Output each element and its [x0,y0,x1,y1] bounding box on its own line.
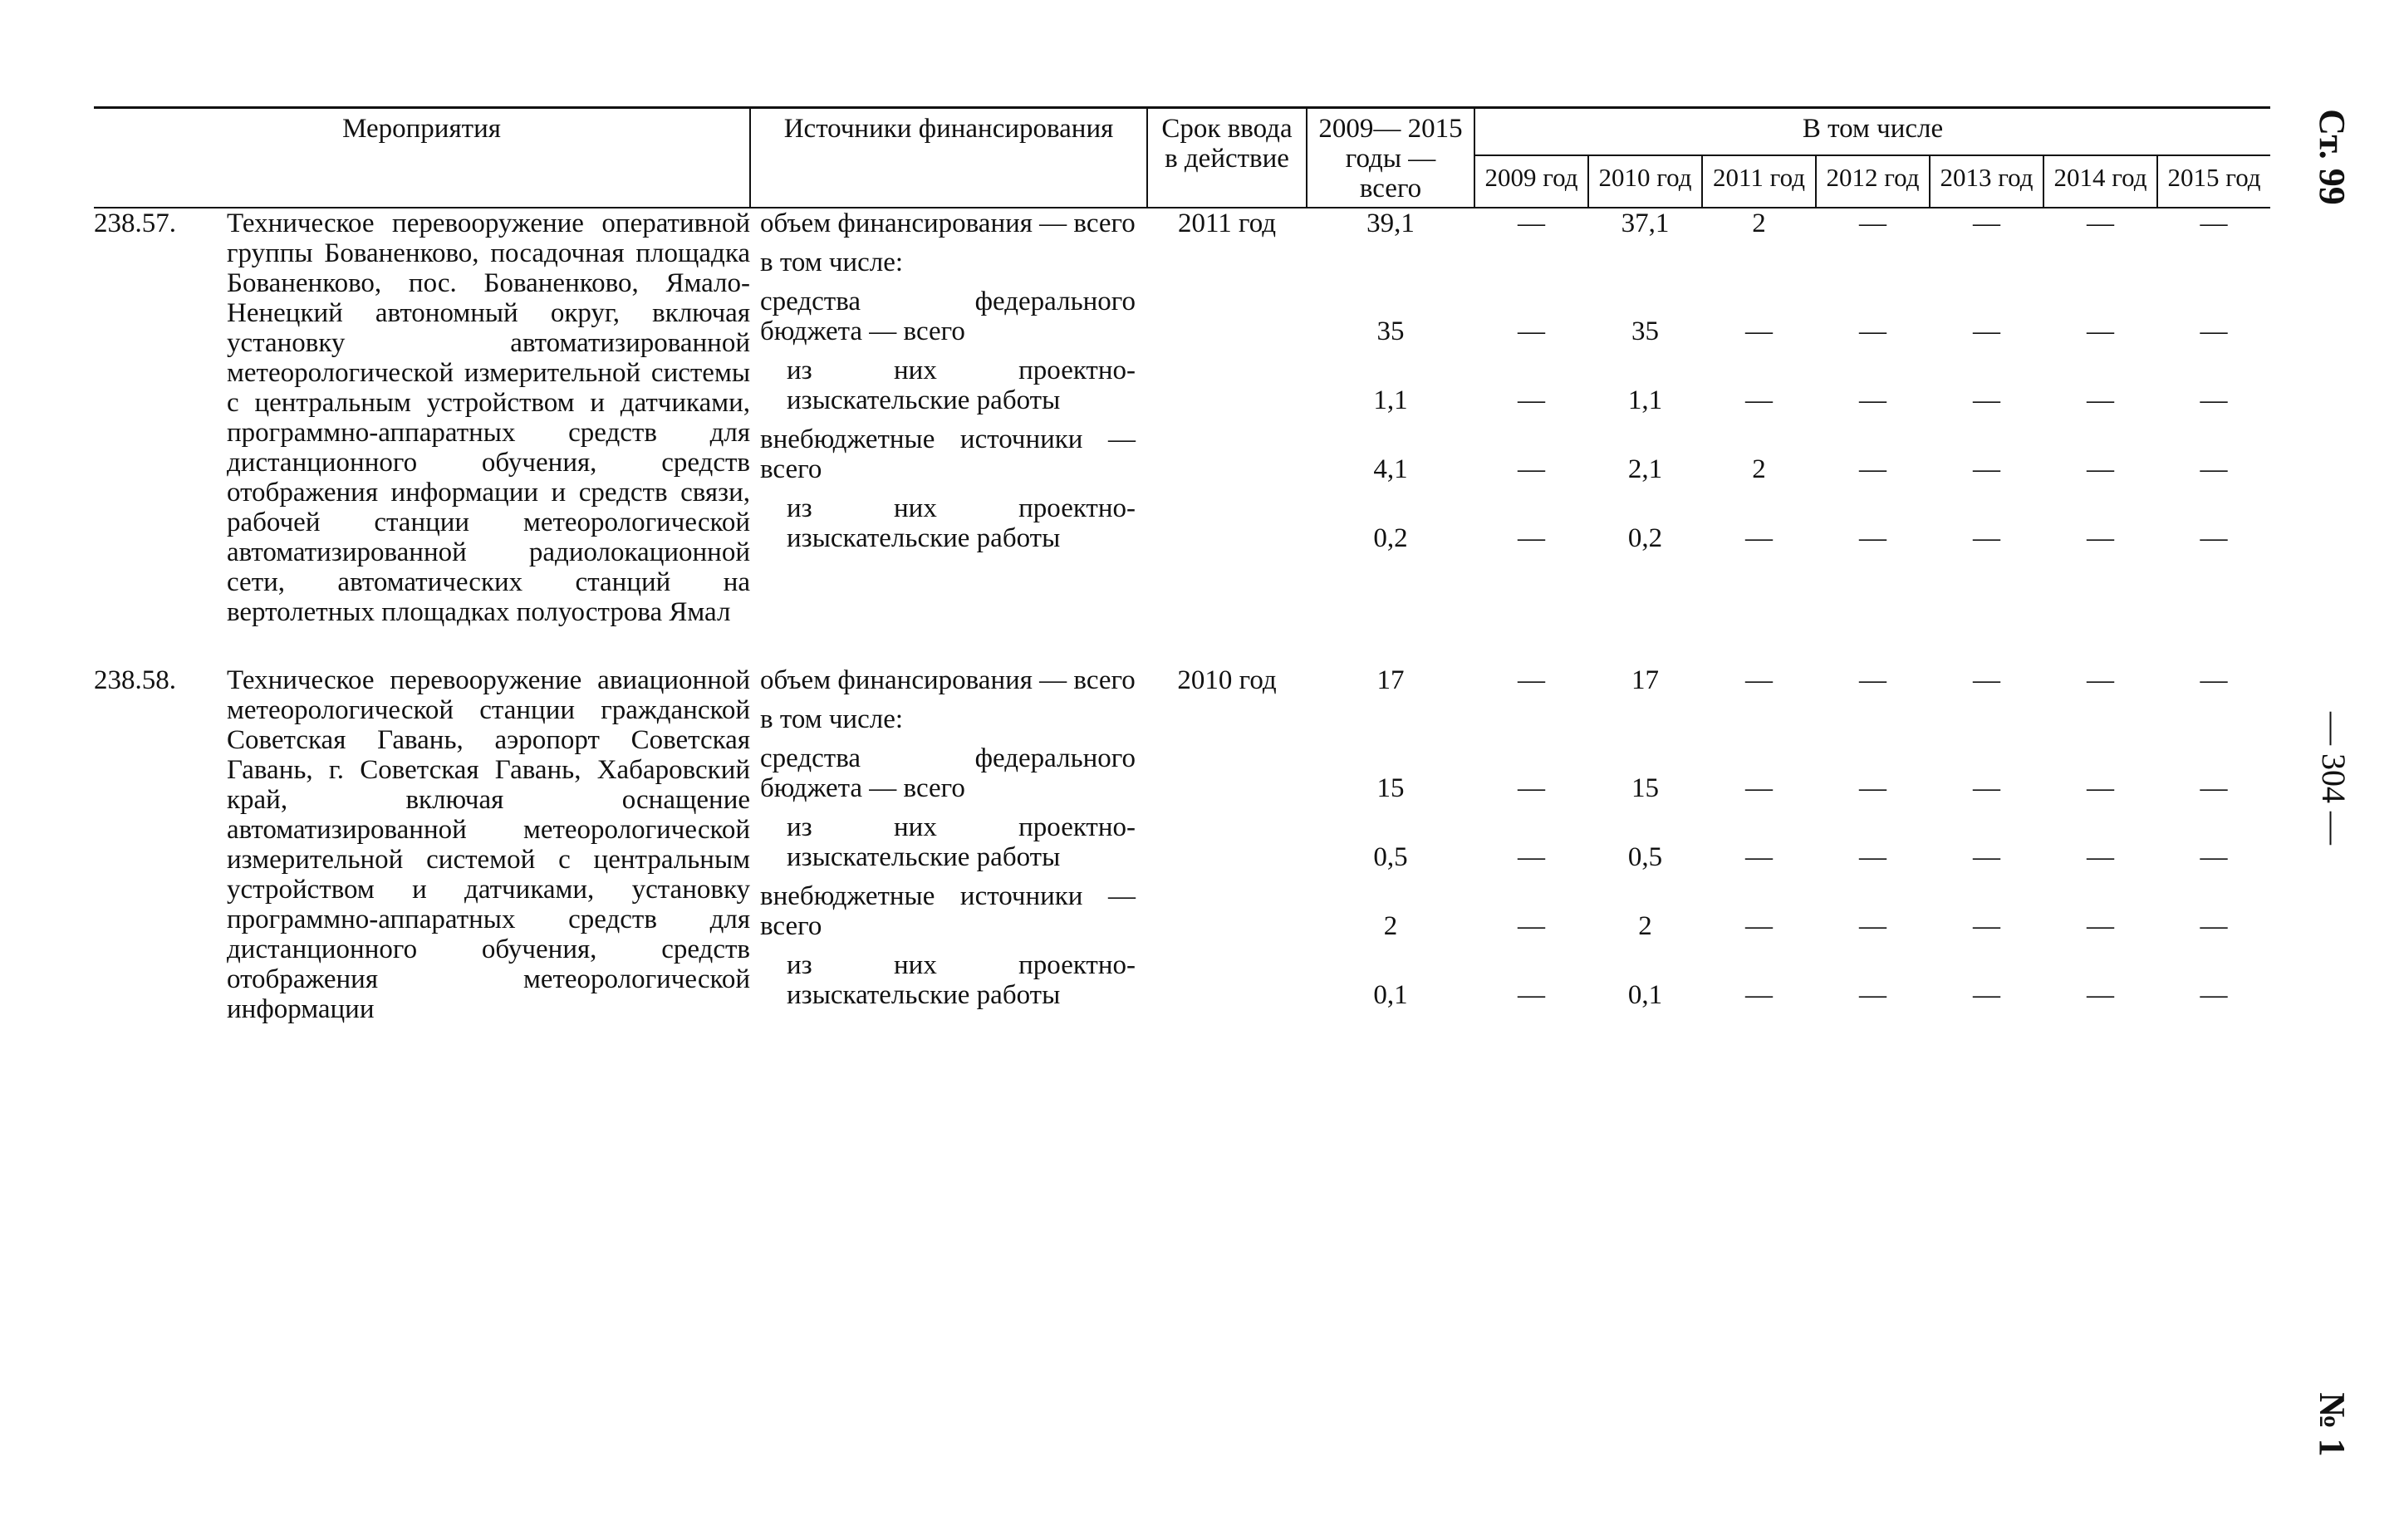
value-cell: — [1973,773,2001,803]
year-col [1474,665,1588,1049]
value-cell: 0,1 [1373,980,1408,1010]
source-including: в том числе: [760,248,904,277]
total-col [1307,665,1474,1049]
value-cell: — [1518,773,1546,803]
year-col [2157,665,2270,1049]
value-cell: 0,5 [1373,842,1408,872]
source-extra: внебюджетные источники — всего [760,424,1136,484]
date-cell [1147,208,1307,627]
value-cell: — [1518,980,1546,1010]
value-cell: — [1518,665,1546,695]
value-cell: — [1859,665,1887,695]
year-col [1816,665,1930,1049]
value-cell: — [2200,842,2228,872]
item-number: 238.57. [94,208,176,238]
value-cell: — [1973,208,2001,238]
value-cell: — [2200,523,2228,553]
value-cell: — [1973,523,2001,553]
source-federal: средства федерального бюджета — всего [760,743,1136,803]
value-cell: — [1859,911,1887,941]
year-col [1930,208,2043,627]
value-cell: 35 [1376,316,1405,346]
value-cell: — [1973,911,2001,941]
value-cell: — [2200,316,2228,346]
year-col [2043,665,2157,1049]
source-federal: средства федерального бюджета — всего [760,287,1136,346]
source-total: объем финансирования — всего [760,208,1136,238]
value-cell: 1,1 [1627,385,1663,415]
value-cell: — [1745,523,1774,553]
year-col [1702,208,1816,627]
year-col [2157,208,2270,627]
value-cell: — [1518,208,1546,238]
value-cell: — [1859,842,1887,872]
value-cell: — [1745,842,1774,872]
value-cell: 35 [1631,316,1660,346]
source-extra: внебюджетные источники — всего [760,881,1136,941]
financing-table [94,106,2270,1049]
year-col [1474,208,1588,627]
value-cell: — [2200,208,2228,238]
value-cell: — [2200,454,2228,484]
value-cell: 0,2 [1627,523,1663,553]
table-row [94,665,2270,1049]
year-col [1588,208,1702,627]
header-total: 2009— 2015 годы — всего [1307,108,1474,208]
year-col [2043,208,2157,627]
value-cell: 2 [1752,454,1766,484]
header-sources: Источники финансирования [750,108,1147,208]
source-design-extra: из них проектно-изыскательские работы [787,493,1136,553]
blank-cell [1307,277,1474,307]
value-cell: 15 [1376,773,1405,803]
value-cell: — [1859,385,1887,415]
source-total: объем финансирования — всего [760,665,1136,695]
value-cell: 37,1 [1621,208,1670,238]
value-cell: 39,1 [1366,208,1415,238]
year-col [1702,665,1816,1049]
header-row [94,108,2270,155]
value-cell: — [1859,208,1887,238]
commission-date: 2011 год [1177,208,1277,238]
value-cell: — [2200,980,2228,1010]
value-cell: — [2200,773,2228,803]
value-cell: — [1973,385,2001,415]
source-design-federal: из них проектно-изыскательские работы [787,356,1136,415]
value-cell: — [1973,665,2001,695]
item-description: Техническое перевооружение оперативной группы Бованенково, посадочная площадка Бованенково, пос. Бованенково, Ямало-Ненецкий автономный округ, включая установку автоматизированной метеорологической измерительной системы с центральным устройством и датчиками, программно-аппаратных средств для дистанционного обучения, средств отображения информации и средств связи, рабочей станции метеорологической автоматизированной радиолокационной сети, автоматических станций на вертолетных площадках полуострова Ямал [227,208,751,627]
value-cell: — [1745,665,1774,695]
source-including: в том числе: [760,704,904,734]
value-cell: — [2087,208,2115,238]
margin-page-number: — 304 — [2315,712,2352,845]
value-cell: — [1745,773,1774,803]
value-cell: — [1518,523,1546,553]
value-cell: 15 [1631,773,1660,803]
item-description: Техническое перевооружение авиационной метеорологической станции гражданской Советская Гавань, аэропорт Советская Гавань, г. Советская Гавань, Хабаровский край, включая оснащение автоматизированной метеорологической измерительной системой с центральным устройством и датчиками, установку программно-аппаратных средств для дистанционного обучения, средств отображения метеорологической информации [227,665,751,1024]
value-cell: — [1745,316,1774,346]
date-cell [1147,665,1307,1049]
value-cell: — [1859,980,1887,1010]
header-including: В том числе [1474,108,2270,155]
value-cell: — [1973,316,2001,346]
value-cell: — [1518,385,1546,415]
value-cell: — [1859,773,1887,803]
value-cell: 17 [1631,665,1660,695]
sources-cell [750,208,1147,627]
value-cell: — [1745,385,1774,415]
value-cell: — [2087,842,2115,872]
value-cell: — [1518,454,1546,484]
value-cell: 2 [1752,208,1766,238]
header-year: 2014 год [2043,155,2157,208]
value-cell: — [1518,842,1546,872]
margin-issue: № 1 [2312,1392,2352,1457]
header-year: 2011 год [1702,155,1816,208]
value-cell: 2 [1383,911,1398,941]
header-year: 2015 год [2157,155,2270,208]
header-year: 2009 год [1474,155,1588,208]
value-cell: — [2200,385,2228,415]
value-cell: — [1745,980,1774,1010]
value-cell: — [2200,911,2228,941]
value-cell: — [2087,911,2115,941]
table-row [94,208,2270,627]
year-col [1816,208,1930,627]
value-cell: — [1745,911,1774,941]
header-year: 2012 год [1816,155,1930,208]
value-cell: 0,2 [1373,523,1408,553]
value-cell: 17 [1376,665,1405,695]
value-cell: — [1859,523,1887,553]
value-cell: — [2087,316,2115,346]
header-date: Срок ввода в действие [1147,108,1307,208]
value-cell: — [2200,665,2228,695]
total-col [1307,208,1474,627]
value-cell: — [1973,454,2001,484]
value-cell: 0,5 [1627,842,1663,872]
header-year: 2010 год [1588,155,1702,208]
value-cell: 4,1 [1373,454,1408,484]
value-cell: — [2087,665,2115,695]
value-cell: — [2087,523,2115,553]
sources-cell [750,665,1147,1049]
value-cell: — [1859,316,1887,346]
commission-date: 2010 год [1177,665,1277,695]
value-cell: 1,1 [1373,385,1408,415]
value-cell: — [2087,773,2115,803]
item-number: 238.58. [94,665,176,695]
header-measures: Мероприятия [94,108,750,208]
value-cell: — [1518,316,1546,346]
value-cell: — [1859,454,1887,484]
value-cell: — [1973,980,2001,1010]
value-cell: — [2087,980,2115,1010]
value-cell: — [1518,911,1546,941]
year-col [1930,665,2043,1049]
value-cell: — [2087,454,2115,484]
value-cell: — [2087,385,2115,415]
header-year: 2013 год [1930,155,2043,208]
value-cell: 0,1 [1627,980,1663,1010]
margin-article: Ст. 99 [2312,109,2352,205]
value-cell: 2 [1638,911,1652,941]
source-design-extra: из них проектно-изыскательские работы [787,950,1136,1010]
year-col [1588,665,1702,1049]
value-cell: 2,1 [1627,454,1663,484]
source-design-federal: из них проектно-изыскательские работы [787,812,1136,872]
value-cell: — [1973,842,2001,872]
